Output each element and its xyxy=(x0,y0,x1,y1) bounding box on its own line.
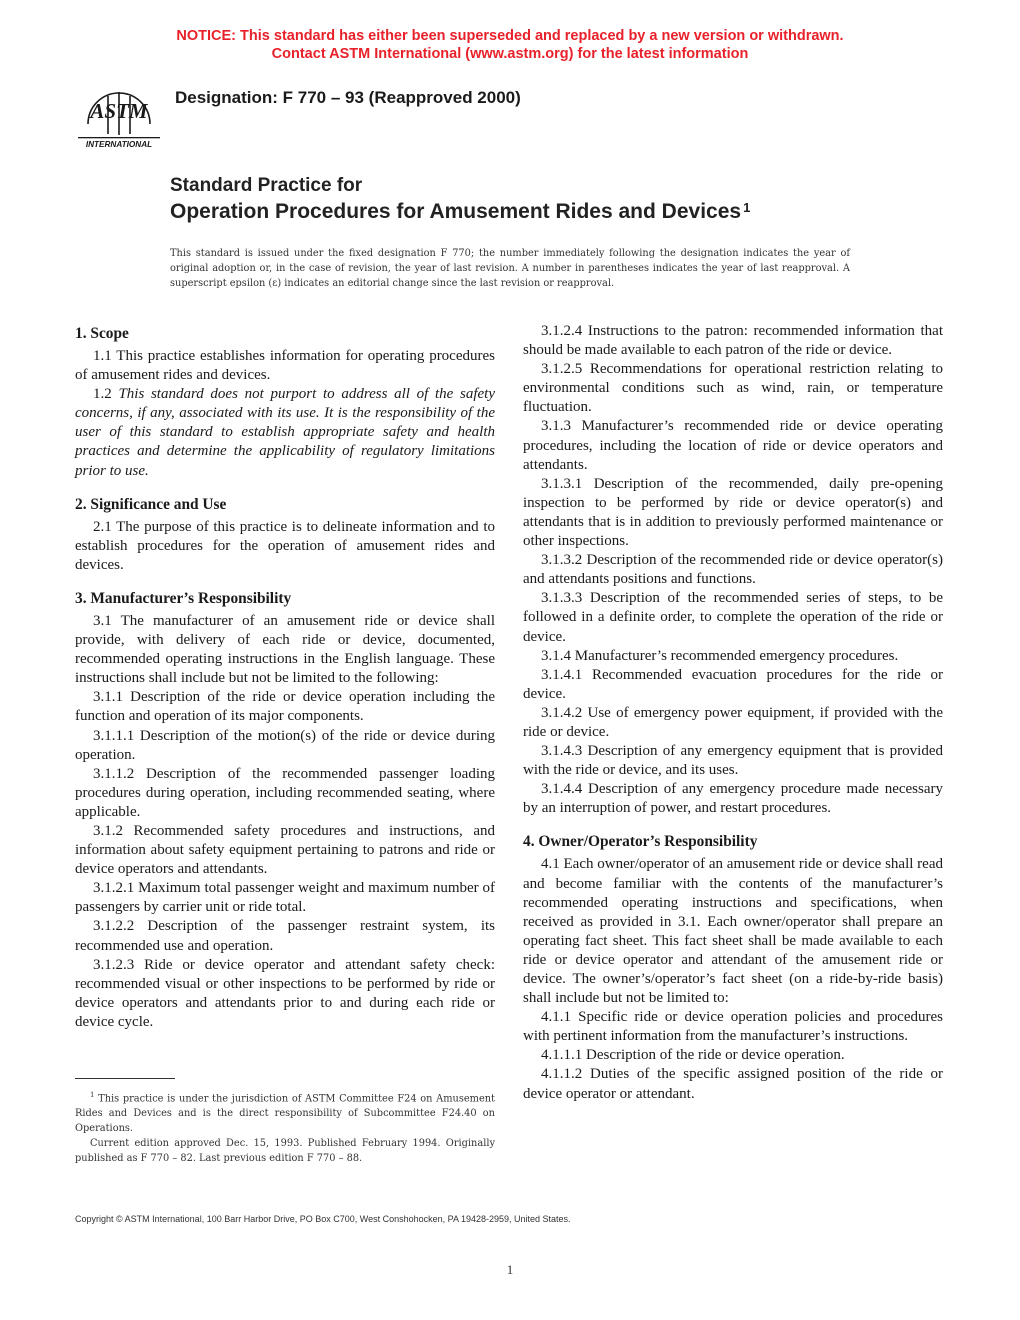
left-column xyxy=(75,322,495,1032)
paragraph: 3.1.4 Manufacturer’s recommended emergency procedures. xyxy=(541,647,899,664)
page-number: 1 xyxy=(506,1262,514,1277)
paragraph: 4.1.1.1 Description of the ride or device operation. xyxy=(541,1047,845,1064)
section-heading-scope: 1. Scope xyxy=(75,325,129,342)
paragraph: 3.1.2.1 Maximum total passenger weight and maximum number of passengers by carrier unit or ride total. xyxy=(75,880,495,916)
footnote-divider xyxy=(75,1078,175,1079)
logo-caption: INTERNATIONAL xyxy=(85,140,153,149)
astm-logo xyxy=(74,80,164,150)
paragraph: 3.1.4.3 Description of any emergency equipment that is provided with the ride or device, and its uses. xyxy=(523,743,943,779)
copyright-line: Copyright © ASTM International, 100 Barr Harbor Drive, PO Box C700, West Conshohocken, PA 19428-2959, United States. xyxy=(75,1214,571,1224)
right-column xyxy=(523,322,943,1104)
notice-line-2: Contact ASTM International (www.astm.org) for the latest information xyxy=(271,46,749,62)
issued-note: This standard is issued under the fixed designation F 770; the number immediately following the designation indicates the year of original adoption or, in the case of revision, the year of last revision. A number in parentheses indicates the year of last reapproval. A superscript epsilon (ε) indicates an editorial change since the last revision or reapproval. xyxy=(170,248,850,289)
paragraph-safety-caveat: 1.2 This standard does not purport to address all of the safety concerns, if any, associated with its use. It is the responsibility of the user of this standard to establish appropriate safety and health practices and determine the applicability of regulatory limitations prior to use. xyxy=(75,386,496,479)
title-line-1: Standard Practice for xyxy=(170,175,363,196)
notice-line-1: NOTICE: This standard has either been superseded and replaced by a new version or withdrawn. xyxy=(176,28,844,44)
paragraph: 4.1 Each owner/operator of an amusement ride or device shall read and become familiar with the contents of the manufacturer’s recommended operating instructions and specifications, when received as provided in 3.1. Each owner/operator shall prepare an operating fact sheet. This fact sheet shall be made available to each ride or device operator and attendant of the amusement ride or device. The owner’s/operator’s fact sheet (on a ride-by-ride basis) shall include but not be limited to: xyxy=(523,856,943,1007)
document-title xyxy=(170,174,750,225)
paragraph: 4.1.1.2 Duties of the specific assigned position of the ride or device operator or attendant. xyxy=(523,1066,943,1102)
footnote xyxy=(75,1088,495,1166)
paragraph: 3.1.2.4 Instructions to the patron: recommended information that should be made available to each patron of the ride or device. xyxy=(523,323,943,359)
footnote-text-1: $^1$ This practice is under the jurisdiction of ASTM Committee F24 on Amusement Rides and Devices and is the direct responsibility of Subcommittee F24.40 on Operations. xyxy=(75,1091,495,1135)
paragraph: 3.1.2.2 Description of the passenger restraint system, its recommended use and operation. xyxy=(75,918,495,954)
paragraph: 3.1.1.2 Description of the recommended passenger loading procedures during operation, including recommended seating, where applicable. xyxy=(75,765,495,820)
paragraph: 3.1.1 Description of the ride or device operation including the function and operation of its major components. xyxy=(75,689,495,725)
paragraph: 4.1.1 Specific ride or device operation policies and procedures with pertinent information from the manufacturer’s instructions. xyxy=(523,1009,943,1045)
paragraph: 3.1.2.3 Ride or device operator and attendant safety check: recommended visual or other inspections to be performed by ride or device operators and attendants prior to and during each ride or device cycle. xyxy=(75,956,495,1030)
title-footnote-ref: 1 xyxy=(743,200,751,215)
section-heading-owner-operator: 4. Owner/Operator’s Responsibility xyxy=(523,833,758,851)
paragraph: 3.1.2 Recommended safety procedures and instructions, and information about safety equipment pertaining to patrons and ride or device operators and attendants. xyxy=(75,822,495,878)
designation: Designation: F 770 – 93 (Reapproved 2000) xyxy=(175,88,521,107)
paragraph: 1.1 This practice establishes information for operating procedures of amusement rides and devices. xyxy=(75,348,495,384)
paragraph: 3.1.4.2 Use of emergency power equipment, if provided with the ride or device. xyxy=(523,704,943,740)
withdrawal-notice xyxy=(0,27,1020,63)
footnote-text-2: Current edition approved Dec. 15, 1993. Published February 1994. Originally published as F 770 – 82. Last previous edition F 770 – 88. xyxy=(75,1138,495,1165)
paragraph: 3.1.3.1 Description of the recommended, daily pre-opening inspection to be performed by ride or device operator(s) and attendants that is in addition to previously performed maintenance or other inspections. xyxy=(523,475,943,550)
logo-mark: ASTM xyxy=(90,99,148,123)
paragraph: 3.1 The manufacturer of an amusement ride or device shall provide, with delivery of each ride or device, documented, recommended operating instructions in the English language. These instructions shall include but not be limited to the following: xyxy=(75,612,495,687)
title-line-2: Operation Procedures for Amusement Rides and Devices $^1$ xyxy=(170,200,751,223)
paragraph: 3.1.2.5 Recommendations for operational restriction relating to environmental conditions such as wind, rain, or temperature fluctuation. xyxy=(523,361,943,416)
section-heading-significance: 2. Significance and Use xyxy=(75,495,227,513)
paragraph: 3.1.4.1 Recommended evacuation procedures for the ride or device. xyxy=(523,666,943,702)
paragraph: 2.1 The purpose of this practice is to delineate information and to establish procedures for the operation of amusement rides and devices. xyxy=(75,518,495,573)
paragraph: 3.1.3 Manufacturer’s recommended ride or device operating procedures, including the location of ride or device operators and attendants. xyxy=(523,418,943,473)
paragraph: 3.1.3.2 Description of the recommended ride or device operator(s) and attendants positions and functions. xyxy=(523,552,943,588)
paragraph: 3.1.3.3 Description of the recommended series of steps, to be followed in a definite order, to complete the operation of the ride or device. xyxy=(523,590,943,645)
paragraph: 3.1.4.4 Description of any emergency procedure made necessary by an interruption of power, and restart procedures. xyxy=(523,781,943,817)
section-heading-manufacturer: 3. Manufacturer’s Responsibility xyxy=(75,589,292,607)
paragraph: 3.1.1.1 Description of the motion(s) of the ride or device during operation. xyxy=(75,727,495,763)
